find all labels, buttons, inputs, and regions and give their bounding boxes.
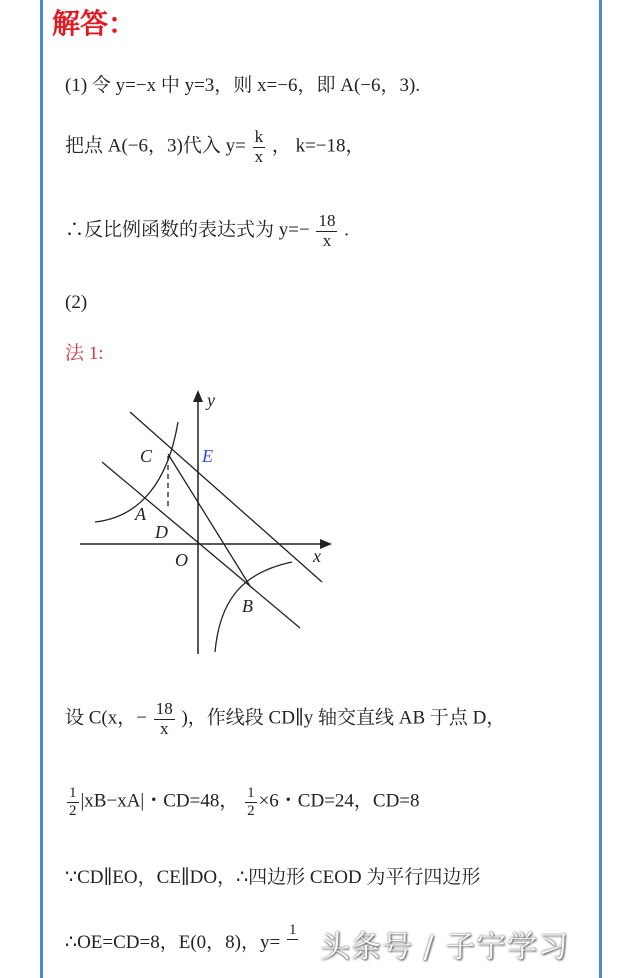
fraction-numerator: k xyxy=(254,127,264,146)
fraction-numerator: 18 xyxy=(155,699,173,718)
line-CE xyxy=(130,412,322,582)
fraction-denominator: x xyxy=(322,230,332,250)
fraction-denominator: x xyxy=(254,146,264,166)
line-AB xyxy=(102,462,300,628)
method-label: 法 1: xyxy=(65,343,104,364)
fraction-18-over-x xyxy=(316,212,337,250)
part1-line2 xyxy=(65,128,365,166)
x-axis-arrow xyxy=(320,539,332,549)
fraction-numerator: 1 xyxy=(288,922,297,938)
part2-label: (2) xyxy=(65,292,88,313)
part1-line3 xyxy=(65,212,349,250)
label-D: D xyxy=(155,522,168,542)
fraction-one-half xyxy=(67,785,79,819)
label-E: E xyxy=(202,446,213,466)
part2-line1-prefix: 设 C(x，− xyxy=(65,707,147,729)
part2-line1 xyxy=(65,700,505,738)
watermark: 头条号 / 子宁学习 xyxy=(320,930,570,965)
part2-line4 xyxy=(65,922,300,954)
part1-line3-prefix: ∴反比例函数的表达式为 y=− xyxy=(65,219,310,241)
label-A: A xyxy=(135,504,146,524)
part1-line3-suffix: . xyxy=(344,219,349,241)
part1-line1: (1) 令 y=−x 中 y=3，则 x=−6，即 A(−6，3). xyxy=(65,75,421,96)
part2-line3: ∵CD∥EO，CE∥DO，∴四边形 CEOD 为平行四边形 xyxy=(65,867,481,888)
label-B: B xyxy=(242,596,253,616)
part2-line2-end: ×6・CD=24，CD=8 xyxy=(258,790,420,812)
label-C: C xyxy=(140,446,153,466)
y-axis-arrow xyxy=(193,390,203,402)
fraction-denominator: 2 xyxy=(69,802,77,819)
label-y: y xyxy=(207,390,215,410)
coordinate-figure xyxy=(70,382,340,662)
fraction-partial xyxy=(287,922,299,940)
part2-line4-prefix: ∴OE=CD=8，E(0，8)，y= xyxy=(65,932,281,953)
fraction-denominator: 2 xyxy=(247,802,255,819)
fraction-numerator: 1 xyxy=(247,785,255,801)
fraction-k-over-x xyxy=(253,128,266,166)
part2-line2-mid: |xB−xA|・CD=48， xyxy=(80,790,239,812)
part1-line2-suffix: ， k=−18， xyxy=(271,135,365,157)
label-O: O xyxy=(175,550,188,570)
fraction-numerator: 1 xyxy=(69,785,77,801)
fraction-numerator: 18 xyxy=(318,211,336,230)
part1-line2-prefix: 把点 A(−6，3)代入 y= xyxy=(65,135,246,157)
fraction-denominator: x xyxy=(159,718,169,738)
answer-heading: 解答： xyxy=(52,7,137,40)
fraction-18-over-x xyxy=(154,700,175,738)
label-x: x xyxy=(313,546,321,566)
hyperbola-branch-right xyxy=(215,562,292,652)
part2-line2 xyxy=(65,785,420,819)
fraction-one-half xyxy=(245,785,257,819)
part2-line1-suffix: )，作线段 CD∥y 轴交直线 AB 于点 D， xyxy=(181,707,506,729)
